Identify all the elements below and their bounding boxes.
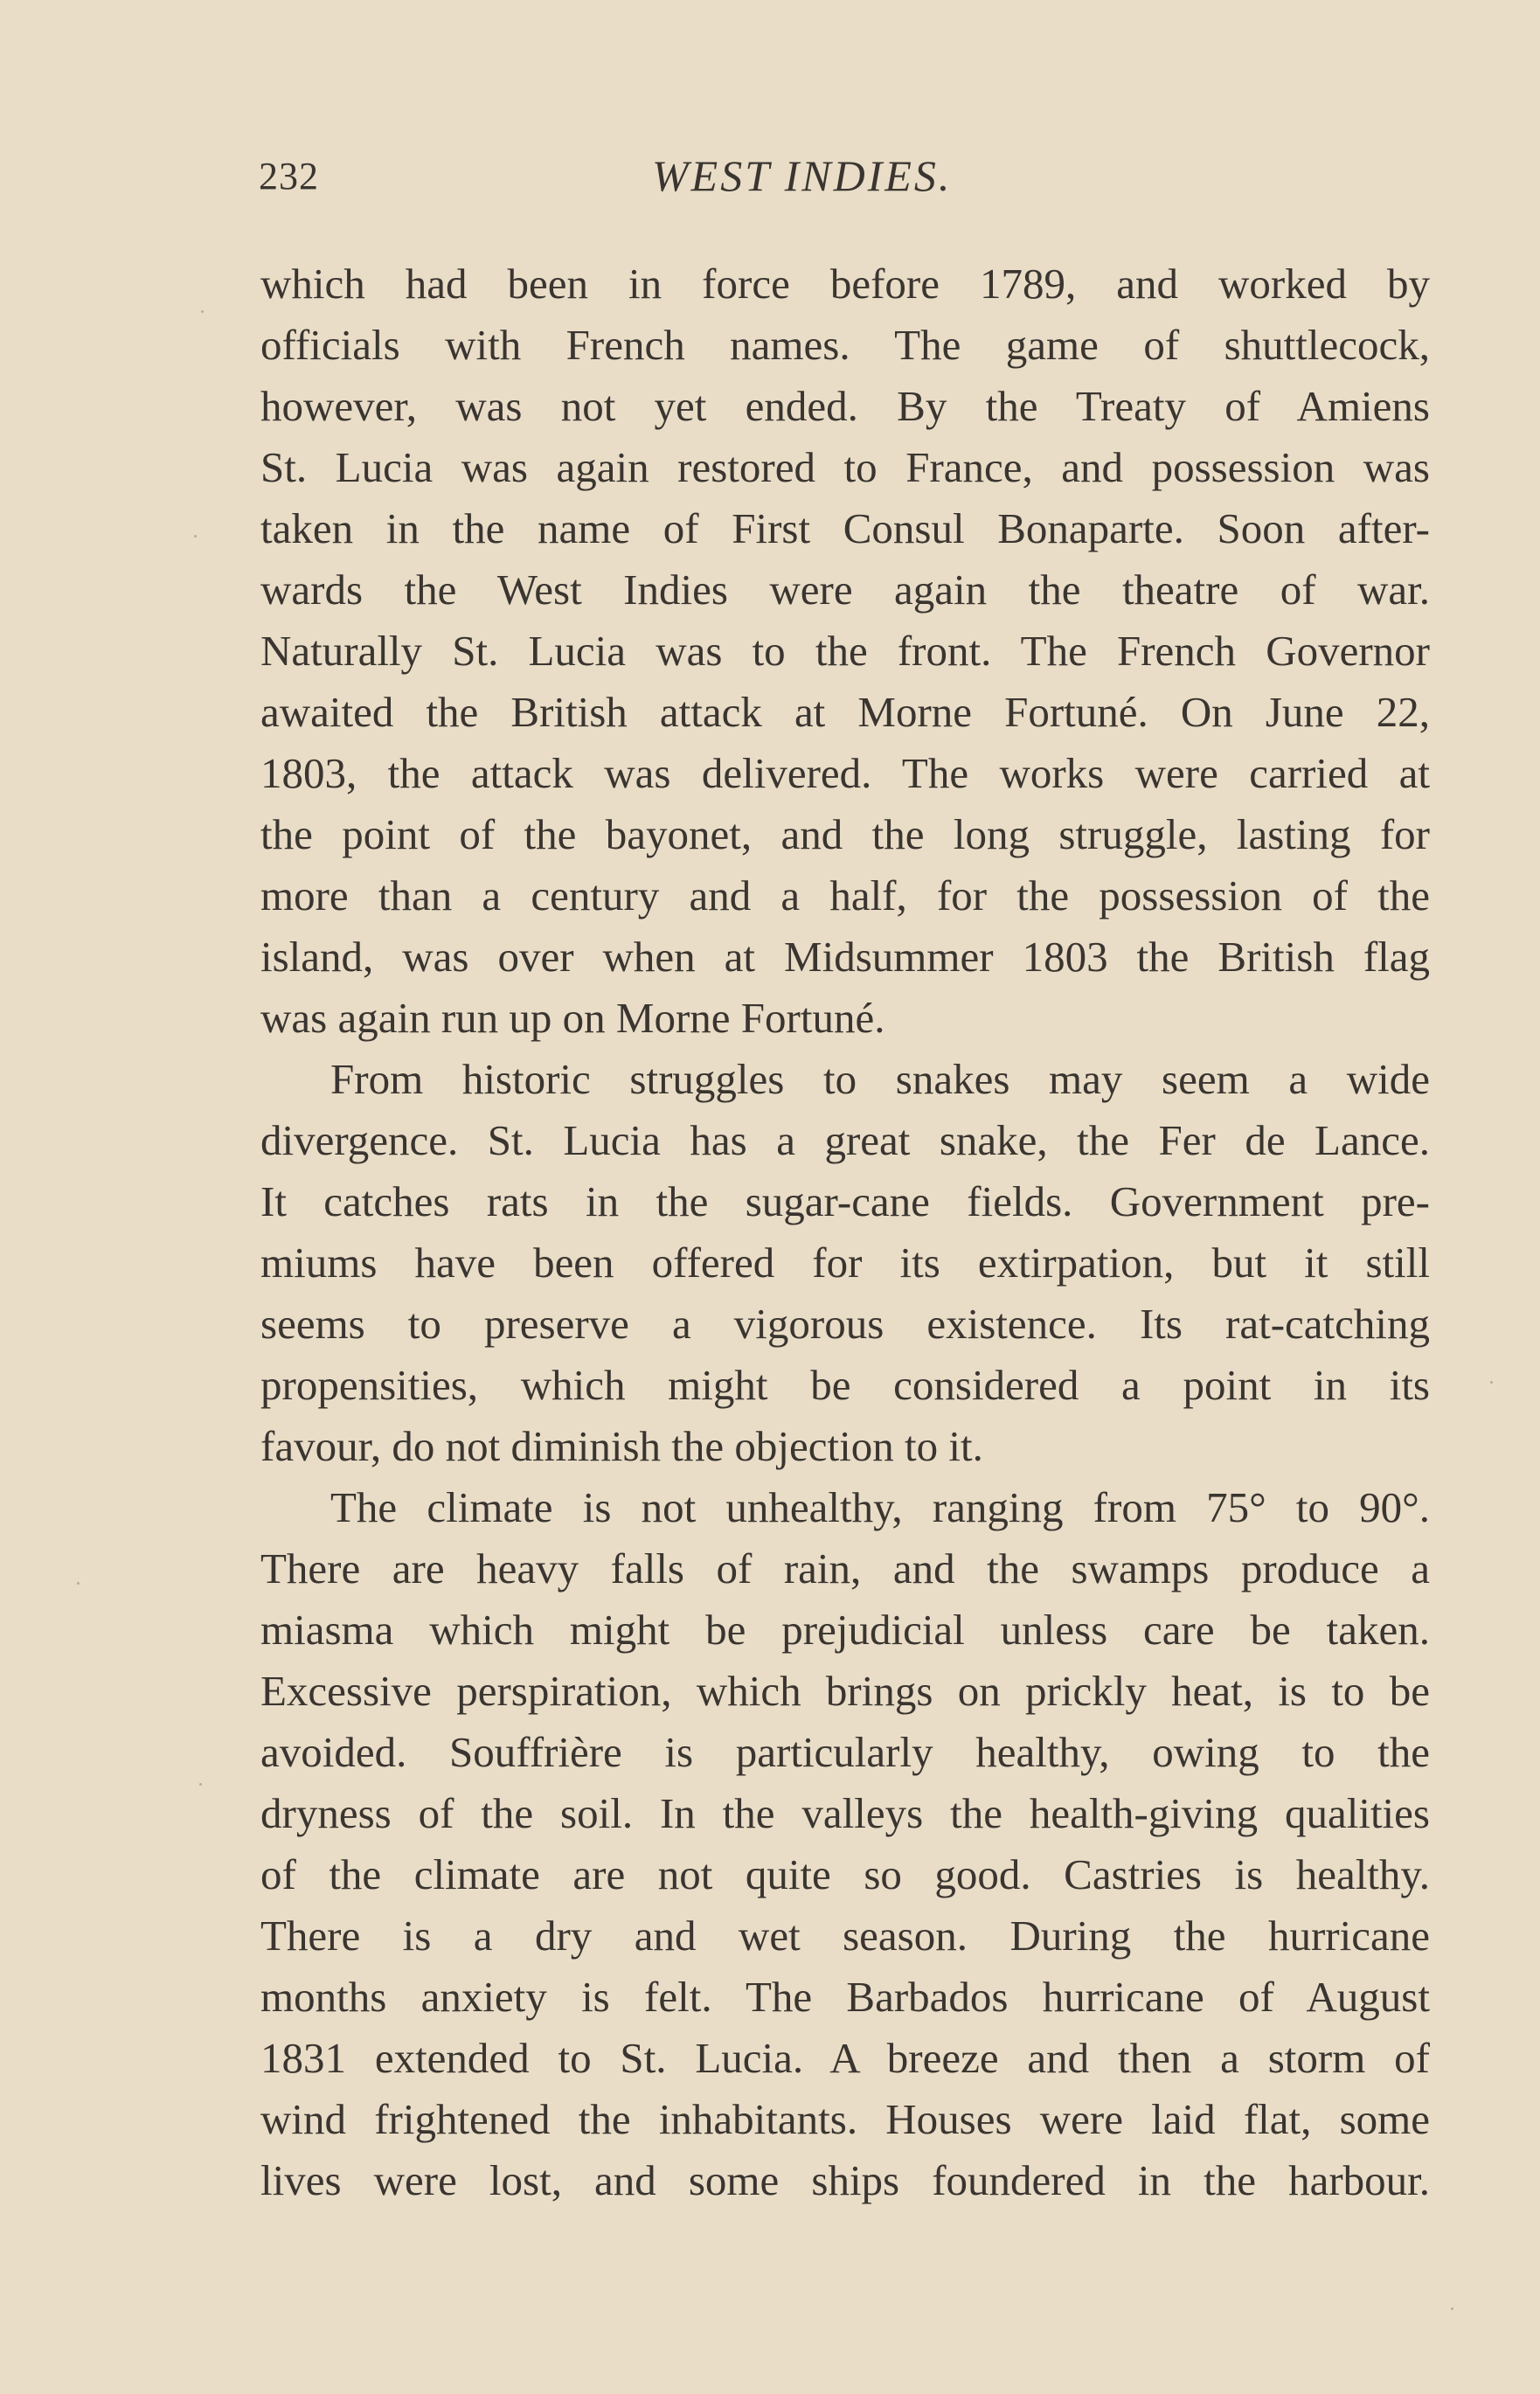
text-line: of the climate are not quite so good. Castries is healthy. xyxy=(260,1850,1430,1898)
paper-speck xyxy=(194,535,197,538)
text-line: island, was over when at Midsummer 1803 the British flag xyxy=(260,933,1430,981)
paragraph-3 xyxy=(260,1477,1430,2211)
text-line: more than a century and a half, for the possession of the xyxy=(260,871,1430,919)
paper-speck xyxy=(1451,2307,1453,2310)
text-line: taken in the name of First Consul Bonaparte. Soon after- xyxy=(260,504,1430,552)
text-line: favour, do not diminish the objection to it. xyxy=(260,1422,983,1470)
paper-speck xyxy=(199,1783,202,1786)
running-title: WEST INDIES. xyxy=(652,151,953,200)
text-line: propensities, which might be considered a point in its xyxy=(260,1361,1430,1409)
text-line: dryness of the soil. In the valleys the health-giving qualities xyxy=(260,1789,1430,1837)
text-line: 1831 extended to St. Lucia. A breeze and then a storm of xyxy=(260,2034,1430,2082)
running-head xyxy=(259,151,1430,206)
text-line: Naturally St. Lucia was to the front. The French Governor xyxy=(260,627,1430,675)
text-line: however, was not yet ended. By the Treaty of Amiens xyxy=(260,382,1430,430)
text-line: lives were lost, and some ships foundered in the harbour. xyxy=(260,2156,1430,2204)
text-line: wards the West Indies were again the theatre of war. xyxy=(260,566,1430,614)
body-text xyxy=(260,253,1430,2211)
page-number: 232 xyxy=(259,155,319,198)
text-line: avoided. Souffrière is particularly healthy, owing to the xyxy=(260,1728,1430,1776)
text-line: From historic struggles to snakes may seem a wide xyxy=(330,1055,1430,1103)
paper-speck xyxy=(201,310,204,313)
text-line: officials with French names. The game of shuttlecock, xyxy=(260,321,1430,369)
paper-speck xyxy=(1490,1381,1493,1384)
text-line: miasma which might be prejudicial unless care be taken. xyxy=(260,1606,1430,1654)
text-line: divergence. St. Lucia has a great snake, the Fer de Lance. xyxy=(260,1116,1430,1164)
text-line: 1803, the attack was delivered. The works were carried at xyxy=(260,749,1430,797)
text-line: awaited the British attack at Morne Fortuné. On June 22, xyxy=(260,688,1430,736)
text-line: months anxiety is felt. The Barbados hurricane of August xyxy=(260,1973,1430,2021)
text-line: miums have been offered for its extirpation, but it still xyxy=(260,1239,1430,1287)
text-line: There is a dry and wet season. During the hurricane xyxy=(260,1912,1430,1960)
text-line: which had been in force before 1789, and worked by xyxy=(260,260,1430,308)
text-line: It catches rats in the sugar-cane fields. Government pre- xyxy=(260,1177,1430,1225)
text-line: The climate is not unhealthy, ranging from 75° to 90°. xyxy=(330,1483,1430,1531)
text-line: Excessive perspiration, which brings on prickly heat, is to be xyxy=(260,1667,1430,1715)
text-line: St. Lucia was again restored to France, and possession was xyxy=(260,443,1430,491)
paragraph-2 xyxy=(260,1049,1430,1477)
text-line: the point of the bayonet, and the long struggle, lasting for xyxy=(260,810,1430,858)
paper-speck xyxy=(77,1582,80,1585)
text-line: was again run up on Morne Fortuné. xyxy=(260,994,885,1042)
text-line: There are heavy falls of rain, and the swamps produce a xyxy=(260,1544,1430,1593)
paragraph-1 xyxy=(260,253,1430,1049)
text-line: wind frightened the inhabitants. Houses were laid flat, some xyxy=(260,2095,1430,2143)
text-line: seems to preserve a vigorous existence. Its rat-catching xyxy=(260,1300,1430,1348)
